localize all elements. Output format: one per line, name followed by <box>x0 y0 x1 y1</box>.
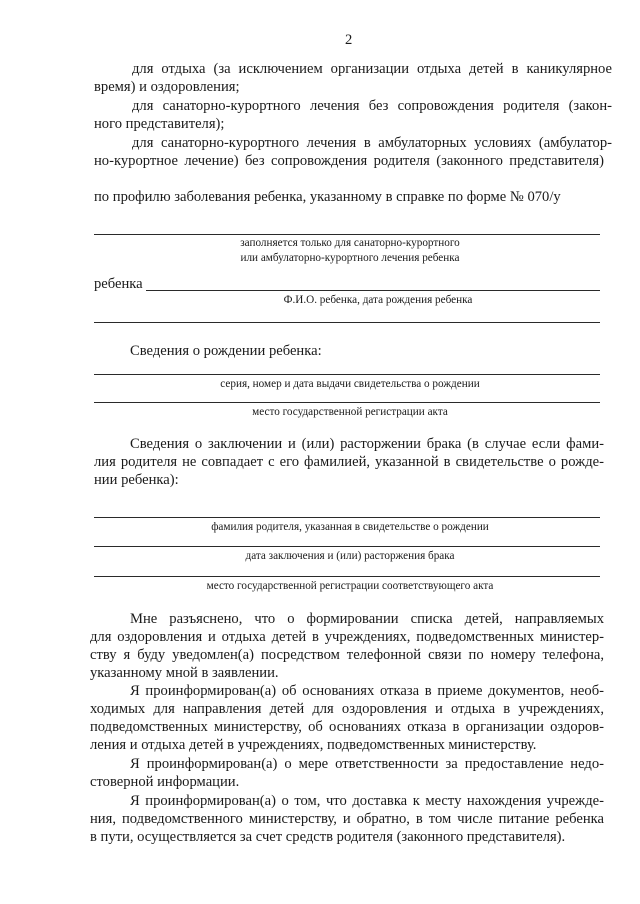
child-name-field-2[interactable] <box>94 322 600 323</box>
birth-certificate-field[interactable] <box>94 374 600 375</box>
purpose-rest-line-2: время) и оздоровления; <box>94 79 240 95</box>
statement-4-line-2: ния, подведомственного министерству, и обратно, в том числе питание ребенка <box>90 811 604 827</box>
marriage-text-line-2: лия родителя не совпадает с его фамилией, указанной в свидетельстве о рожде- <box>94 454 604 470</box>
child-name-field[interactable] <box>146 290 600 291</box>
purpose-rest-line-1: для отдыха (за исключением организации отдыха детей в каникулярное <box>132 61 612 77</box>
statement-4-line-1: Я проинформирован(а) о том, что доставка к месту нахождения учрежде- <box>130 793 604 809</box>
marriage-date-field[interactable] <box>94 546 600 547</box>
purpose-sanatorium-line-2: ного представителя); <box>94 116 225 132</box>
statement-2-line-1: Я проинформирован(а) об основаниях отказа в приеме документов, необ- <box>130 683 604 699</box>
parent-surname-caption: фамилия родителя, указанная в свидетельстве о рождении <box>211 521 489 533</box>
birth-certificate-caption: серия, номер и дата выдачи свидетельства о рождении <box>220 378 480 390</box>
statement-2-line-3: подведомственных министерству, об основаниях отказа в организации оздоров- <box>90 719 604 735</box>
page-number: 2 <box>345 32 353 48</box>
purpose-sanatorium-line-1: для санаторно-курортного лечения без сопровождения родителя (закон- <box>132 98 612 114</box>
statement-1-line-1: Мне разъяснено, что о формировании списка детей, направляемых <box>130 611 604 627</box>
sanatorium-note-line-2: или амбулаторно-курортного лечения ребенка <box>240 252 460 264</box>
marriage-registration-caption: место государственной регистрации соответствующего акта <box>206 580 494 592</box>
child-label: ребенка <box>94 276 143 292</box>
profile-fill-line[interactable] <box>94 234 600 235</box>
parent-surname-field[interactable] <box>94 517 600 518</box>
statement-3-line-1: Я проинформирован(а) о мере ответственности за предоставление недо- <box>130 756 604 772</box>
purpose-ambulatory-line-2: но-курортное лечение) без сопровождения родителя (законного представителя) <box>94 153 604 169</box>
statement-1-line-4: указанному мной в заявлении. <box>90 665 279 681</box>
birth-registration-caption: место государственной регистрации акта <box>252 406 448 418</box>
profile-text: по профилю заболевания ребенка, указанному в справке по форме № 070/у <box>94 189 561 205</box>
birth-registration-field[interactable] <box>94 402 600 403</box>
statement-2-line-2: ходимых для направления детей для оздоровления и отдыха в учреждениях, <box>90 701 604 717</box>
sanatorium-note-line-1: заполняется только для санаторно-курортного <box>240 237 460 249</box>
marriage-text-line-1: Сведения о заключении и (или) расторжении брака (в случае если фами- <box>130 436 604 452</box>
statement-2-line-4: ления и отдыха детей в учреждениях, подведомственных министерству. <box>90 737 537 753</box>
statement-4-line-3: в пути, осуществляется за счет средств родителя (законного представителя). <box>90 829 566 845</box>
statement-1-line-3: ству я буду уведомлен(а) посредством телефонной связи по номеру телефона, <box>90 647 604 663</box>
child-name-caption: Ф.И.О. ребенка, дата рождения ребенка <box>283 294 473 306</box>
marriage-text-line-3: нии ребенка): <box>94 472 179 488</box>
marriage-date-caption: дата заключения и (или) расторжения брака <box>245 550 455 562</box>
statement-3-line-2: стоверной информации. <box>90 774 240 790</box>
purpose-ambulatory-line-1: для санаторно-курортного лечения в амбулаторных условиях (амбулатор- <box>132 135 612 151</box>
birth-heading: Сведения о рождении ребенка: <box>130 343 322 359</box>
marriage-registration-field[interactable] <box>94 576 600 577</box>
statement-1-line-2: для оздоровления и отдыха детей в учреждениях, подведомственных министер- <box>90 629 604 645</box>
